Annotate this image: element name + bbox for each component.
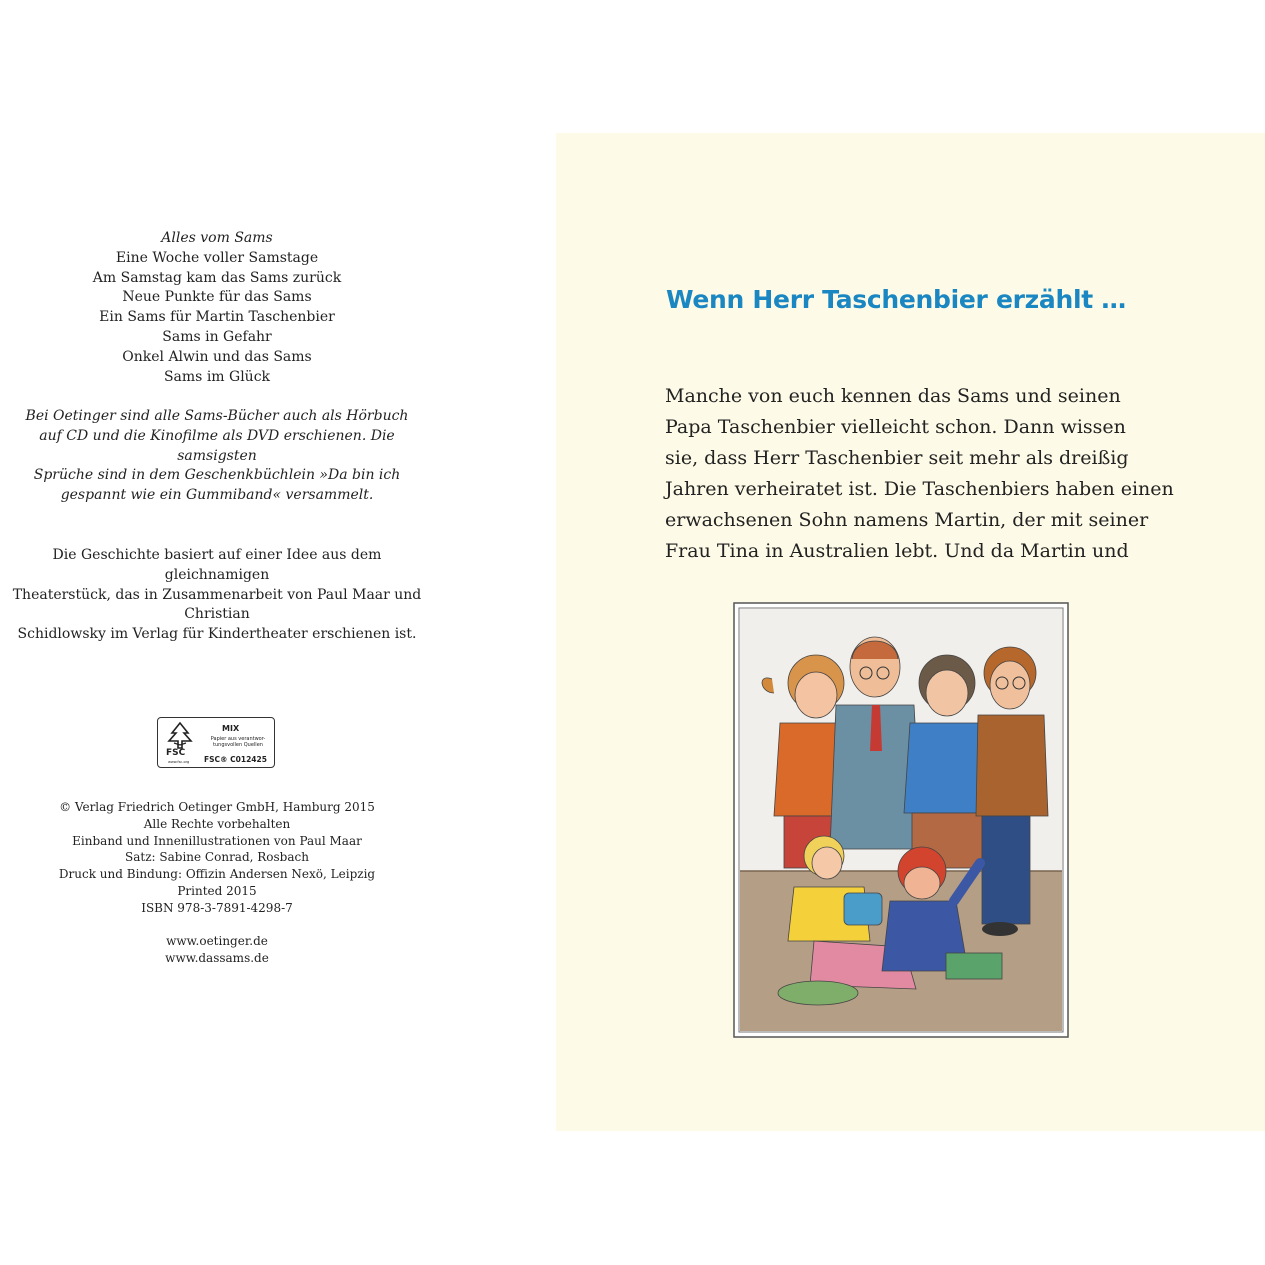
- series-title: Ein Sams für Martin Taschenbier: [99, 309, 335, 326]
- imprint-line: Printed 2015: [177, 883, 257, 898]
- body-line: Frau Tina in Australien lebt. Und da Martin und: [665, 540, 1129, 562]
- website-link: www.oetinger.de: [166, 934, 268, 948]
- fsc-desc-line: tungsvollen Quellen: [213, 742, 263, 748]
- series-title: Sams in Gefahr: [162, 328, 272, 345]
- oetinger-note: [0, 407, 434, 506]
- chapter-body: [665, 381, 1174, 567]
- fsc-description: [202, 736, 274, 748]
- note-line: auf CD und die Kinofilme als DVD erschienen. Die samsigsten: [39, 427, 395, 464]
- series-title: Sams im Glück: [163, 368, 271, 385]
- note-line: Schidlowsky im Verlag für Kindertheater erschienen ist.: [17, 626, 417, 643]
- right-page: [556, 133, 1265, 1131]
- note-line: Theaterstück, das in Zusammenarbeit von Paul Maar und Christian: [12, 586, 422, 623]
- imprint-line: ISBN 978-3-7891-4298-7: [141, 900, 293, 915]
- series-title: Onkel Alwin und das Sams: [122, 348, 312, 365]
- body-line: Papa Taschenbier vielleicht schon. Dann wissen: [665, 416, 1126, 438]
- fsc-logo-text: FSC: [166, 748, 186, 758]
- website-link: www.dassams.de: [165, 950, 269, 965]
- body-line: Manche von euch kennen das Sams und seinen: [665, 385, 1121, 407]
- story-note: [0, 546, 434, 645]
- fsc-code: FSC® C012425: [204, 755, 267, 764]
- body-line: Jahren verheiratet ist. Die Taschenbiers haben einen: [665, 478, 1174, 500]
- imprint: [0, 799, 434, 917]
- imprint-line: © Verlag Friedrich Oetinger GmbH, Hamburg 2015: [59, 800, 375, 814]
- fsc-desc-line: Papier aus verantwor-: [210, 736, 266, 742]
- family-illustration: [732, 601, 1072, 1041]
- body-line: sie, dass Herr Taschenbier seit mehr als dreißig: [665, 447, 1129, 469]
- note-line: gespannt wie ein Gummiband« versammelt.: [60, 487, 374, 504]
- series-title: Neue Punkte für das Sams: [122, 289, 312, 306]
- imprint-line: Alle Rechte vorbehalten: [143, 816, 291, 831]
- websites: [0, 933, 434, 967]
- series-list: [0, 229, 434, 387]
- left-page: [0, 0, 556, 1265]
- note-line: Die Geschichte basiert auf einer Idee aus dem gleichnamigen: [52, 547, 382, 583]
- imprint-line: Druck und Bindung: Offizin Andersen Nexö, Leipzig: [58, 867, 376, 882]
- series-title: Eine Woche voller Samstage: [115, 249, 319, 266]
- note-line: Sprüche sind in dem Geschenkbüchlein »Da bin ich: [33, 467, 401, 484]
- fsc-label: [157, 717, 275, 768]
- chapter-title: Wenn Herr Taschenbier erzählt …: [665, 285, 1126, 314]
- note-line: Bei Oetinger sind alle Sams-Bücher auch als Hörbuch: [25, 408, 409, 424]
- series-heading: Alles vom Sams: [161, 230, 273, 246]
- fsc-tree-icon: [162, 721, 198, 751]
- fsc-mix: MIX: [222, 724, 240, 733]
- fsc-site: www.fsc.org: [168, 760, 190, 764]
- series-title: Am Samstag kam das Sams zurück: [92, 269, 342, 286]
- body-line: erwachsenen Sohn namens Martin, der mit seiner: [665, 509, 1149, 531]
- imprint-line: Einband und Innenillustrationen von Paul Maar: [72, 833, 362, 848]
- imprint-line: Satz: Sabine Conrad, Rosbach: [125, 850, 309, 865]
